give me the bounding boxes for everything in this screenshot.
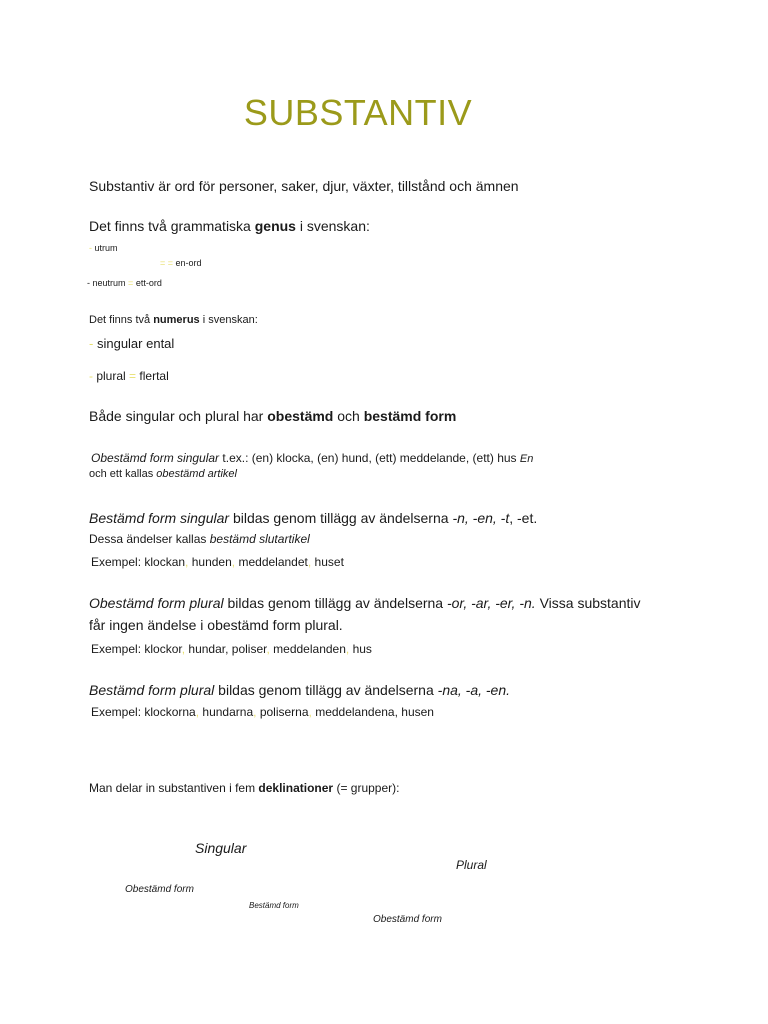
forms-obestamd: obestämd (267, 408, 334, 424)
deklinationer-lead: Man delar in substantiven i fem (89, 781, 259, 795)
example-word: hundar (188, 642, 226, 656)
example-label: Exempel: (91, 555, 145, 569)
neutrum-label: - neutrum (87, 278, 126, 288)
en-ord-label: en-ord (175, 258, 202, 268)
bestamd-plural-label: Bestämd form plural (89, 682, 215, 698)
bestamd-singular-line (89, 510, 537, 526)
slutartikel-lead: Dessa ändelser kallas (89, 532, 210, 546)
plural-equals: = (129, 369, 137, 383)
obestamd-plural-line (89, 595, 640, 611)
bestamd-plural-endings: -na, -a, -en. (437, 682, 511, 698)
example-word: huset (314, 555, 344, 569)
example-word: hunden (191, 555, 232, 569)
header-obestamd-singular: Obestämd form (125, 884, 194, 895)
slutartikel-line (89, 532, 310, 546)
bestamd-singular-examples: Exempel: klockan, hunden, meddelandet, huset (91, 555, 344, 569)
deklinationer-tail: (= grupper): (333, 781, 400, 795)
bestamd-plural-line (89, 682, 510, 698)
neutrum-equals: = (128, 278, 134, 288)
example-word: klockan (144, 555, 186, 569)
genus-lead: Det finns två grammatiska (89, 218, 255, 234)
obestamd-plural-tail: Vissa substantiv (535, 595, 641, 611)
singular-dash: - (89, 336, 94, 351)
header-singular: Singular (195, 840, 247, 856)
obestamd-singular-examples: t.ex.: (en) klocka, (en) hund, (ett) meddelande, (ett) hus (219, 451, 517, 465)
slutartikel-term: bestämd slutartikel (209, 532, 310, 546)
neutrum-line (87, 278, 162, 288)
obestamd-plural-line2: får ingen ändelse i obestämd form plural. (89, 617, 343, 633)
plural-label: plural (96, 369, 126, 383)
example-word: hundarna (202, 705, 254, 719)
example-word: poliserna (259, 705, 309, 719)
flertal-label: flertal (139, 369, 169, 383)
obestamd-plural-endings: -or, -ar, -er, -n. (446, 595, 536, 611)
plural-line (89, 369, 169, 383)
en-ord-line (160, 258, 202, 268)
example-label: Exempel: (91, 705, 145, 719)
example-word: hus (352, 642, 372, 656)
example-label: Exempel: (91, 642, 145, 656)
deklinationer-keyword: deklinationer (258, 781, 334, 795)
obestamd-singular-line (91, 451, 533, 465)
header-bestamd-singular: Bestämd form (249, 901, 299, 910)
genus-tail: i svenskan: (295, 218, 370, 234)
example-word: poliser (231, 642, 267, 656)
bestamd-plural-examples: Exempel: klockorna, hundarna, poliserna, meddelandena, husen (91, 705, 434, 719)
obestamd-artikel-line (89, 468, 237, 480)
example-word: husen (401, 705, 434, 719)
example-word: meddelandet (238, 555, 308, 569)
forms-sentence (89, 408, 456, 424)
header-obestamd-plural: Obestämd form (373, 914, 442, 925)
artikel-term: obestämd artikel (156, 468, 237, 480)
numerus-lead: Det finns två (89, 314, 154, 326)
bestamd-singular-endings: -n, -en, -t (452, 510, 510, 526)
example-word: meddelandena (315, 705, 395, 719)
singular-line (89, 336, 174, 351)
obestamd-singular-label: Obestämd form singular (91, 451, 220, 465)
numerus-tail: i svenskan: (199, 314, 258, 326)
forms-bestamd: bestämd form (363, 408, 457, 424)
numerus-heading (89, 314, 258, 326)
artikel-lead: och ett kallas (89, 468, 157, 480)
bestamd-plural-text: bildas genom tillägg av ändelserna (214, 682, 438, 698)
plural-dash: - (89, 369, 93, 383)
utrum-label: utrum (94, 243, 118, 253)
ett-ord-label: ett-ord (135, 278, 162, 288)
page-title: SUBSTANTIV (243, 92, 473, 133)
numerus-keyword: numerus (153, 314, 200, 326)
header-plural: Plural (456, 858, 487, 872)
obestamd-plural-text: bildas genom tillägg av ändelserna (223, 595, 447, 611)
en-equals: = = (160, 258, 174, 268)
en-word: En (519, 453, 534, 465)
bestamd-singular-text: bildas genom tillägg av ändelserna (229, 510, 453, 526)
utrum-line (89, 243, 118, 253)
bestamd-singular-label: Bestämd form singular (89, 510, 230, 526)
obestamd-plural-examples: Exempel: klockor, hundar, poliser, meddelanden, hus (91, 642, 372, 656)
forms-lead: Både singular och plural har (89, 408, 268, 424)
obestamd-plural-label: Obestämd form plural (89, 595, 224, 611)
intro-text: Substantiv är ord för personer, saker, djur, växter, tillstånd och ämnen (89, 178, 519, 194)
singular-label: singular ental (96, 336, 175, 351)
bestamd-singular-endings-tail: , -et. (509, 510, 538, 526)
deklinationer-line (89, 781, 399, 795)
example-word: klockor (144, 642, 182, 656)
forms-mid: och (333, 408, 364, 424)
example-word: meddelanden (273, 642, 346, 656)
example-word: klockorna (144, 705, 196, 719)
genus-heading (89, 218, 370, 234)
utrum-dash: - (89, 243, 92, 253)
genus-keyword: genus (254, 218, 296, 234)
